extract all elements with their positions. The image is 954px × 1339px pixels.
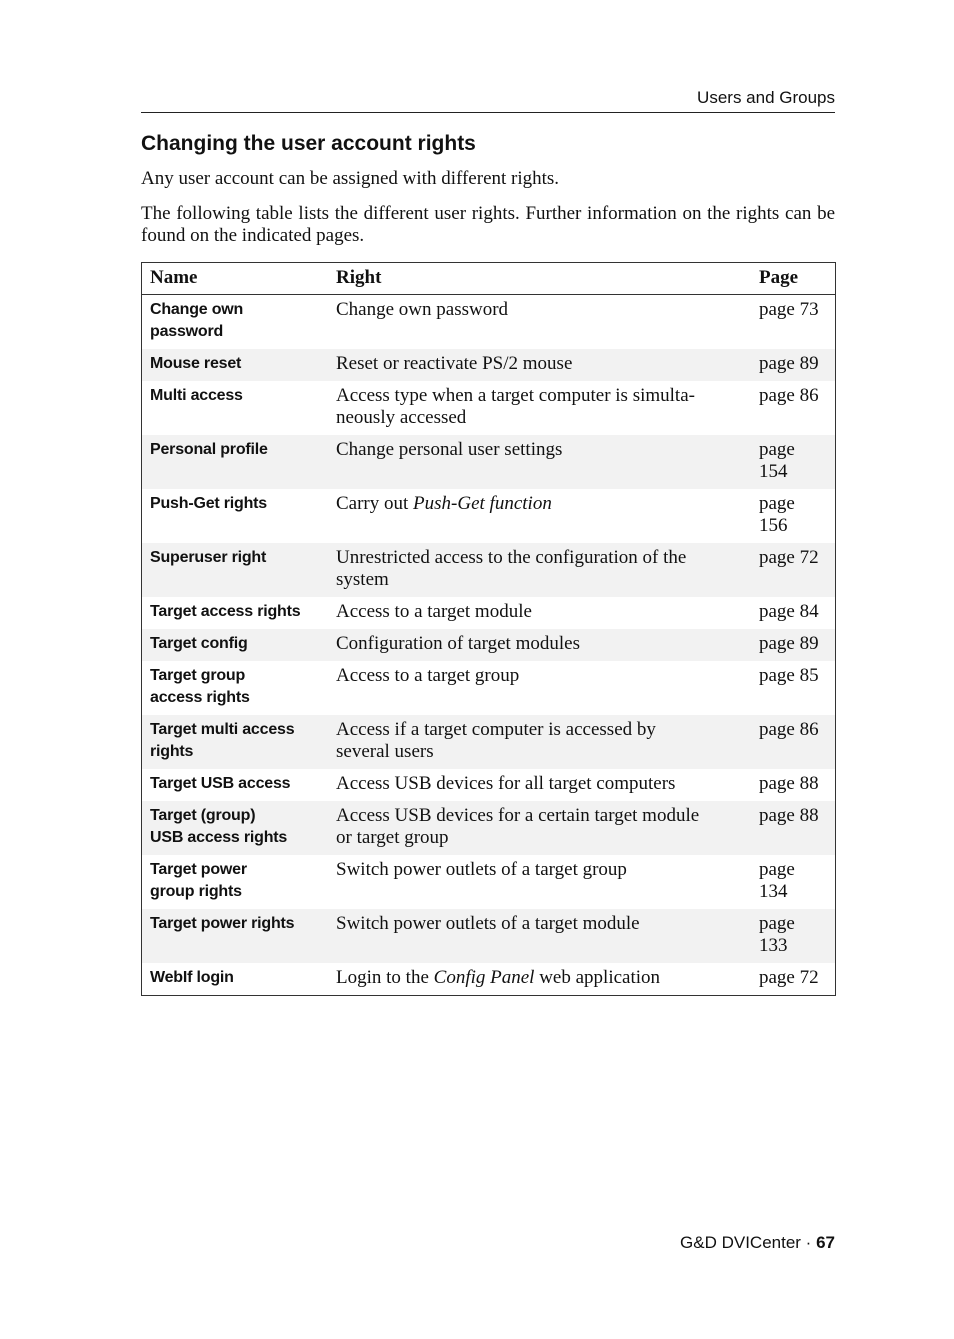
right-description-italic: Push-Get function bbox=[413, 493, 552, 514]
table-row bbox=[142, 295, 836, 350]
right-description-text: or target group bbox=[336, 827, 449, 848]
right-description bbox=[328, 963, 751, 996]
table-header-row bbox=[142, 263, 836, 295]
right-description-text: Configuration of target modules bbox=[336, 633, 580, 654]
right-name bbox=[142, 963, 329, 996]
right-name bbox=[142, 715, 329, 769]
right-name-line: Target multi access bbox=[150, 721, 295, 738]
right-name bbox=[142, 435, 329, 489]
right-name-line: Target power bbox=[150, 861, 247, 878]
table-row bbox=[142, 629, 836, 661]
right-name bbox=[142, 349, 329, 381]
right-name-line: Target (group) bbox=[150, 807, 256, 824]
page-reference: page 156 bbox=[759, 493, 795, 536]
table-row bbox=[142, 597, 836, 629]
page-reference: page 133 bbox=[751, 909, 836, 963]
table-row bbox=[142, 963, 836, 996]
right-name-line: Target access rights bbox=[150, 603, 301, 620]
page-reference: page 73 bbox=[759, 299, 819, 320]
right-description-text: Access type when a target computer is simulta- bbox=[336, 385, 695, 406]
right-description bbox=[328, 543, 751, 597]
page-reference: page 86 bbox=[759, 385, 819, 406]
right-name-line: Multi access bbox=[150, 387, 243, 404]
running-footer bbox=[680, 1232, 835, 1254]
right-name-line: Change own password bbox=[150, 301, 244, 340]
right-name bbox=[142, 855, 329, 909]
right-name-line: Push-Get rights bbox=[150, 495, 268, 512]
right-name-line: Target power rights bbox=[150, 915, 295, 932]
table-row bbox=[142, 349, 836, 381]
table-row bbox=[142, 855, 836, 909]
right-description-text: several users bbox=[336, 741, 434, 762]
right-name-line: Personal profile bbox=[150, 441, 268, 458]
right-description bbox=[328, 661, 751, 715]
page-reference: page 84 bbox=[759, 601, 819, 622]
user-rights-table bbox=[141, 262, 836, 996]
right-description bbox=[328, 597, 751, 629]
footer-page-number: 67 bbox=[816, 1233, 835, 1252]
right-description-text: system bbox=[336, 569, 389, 590]
right-description-text: Switch power outlets of a target group bbox=[336, 859, 627, 880]
table-row bbox=[142, 661, 836, 715]
right-description-text: Access USB devices for all target computers bbox=[336, 773, 676, 794]
right-description bbox=[328, 855, 751, 909]
right-name bbox=[142, 489, 329, 543]
right-description bbox=[328, 435, 751, 489]
right-description bbox=[328, 715, 751, 769]
page-reference: page 85 bbox=[759, 665, 819, 686]
right-name-line: Superuser right bbox=[150, 549, 267, 566]
right-description bbox=[328, 909, 751, 963]
right-name bbox=[142, 909, 329, 963]
table-header bbox=[142, 263, 836, 295]
right-name-line: group rights bbox=[150, 883, 242, 900]
page-reference: page 88 bbox=[759, 773, 819, 794]
table-description-paragraph: The following table lists the different user rights. Further information on the rights can be found on the indicated pages. bbox=[141, 203, 835, 246]
right-name bbox=[142, 295, 329, 350]
column-header-right: Right bbox=[328, 263, 751, 295]
page-reference: page 72 bbox=[751, 543, 836, 597]
right-name-line: USB access rights bbox=[150, 829, 288, 846]
right-description-text: web application bbox=[534, 967, 661, 988]
right-name bbox=[142, 597, 329, 629]
table-row bbox=[142, 715, 836, 769]
right-description bbox=[328, 381, 751, 435]
right-name-line: Target USB access bbox=[150, 775, 291, 792]
right-description-text: neously accessed bbox=[336, 407, 467, 428]
right-description-text: Access to a target module bbox=[336, 601, 532, 622]
column-header-page: Page bbox=[751, 263, 836, 295]
right-description-text: Unrestricted access to the configuration of the bbox=[336, 547, 687, 568]
page-reference: page 88 bbox=[751, 801, 836, 855]
page-reference: page 72 bbox=[759, 967, 819, 988]
intro-paragraph: Any user account can be assigned with different rights. bbox=[141, 168, 560, 189]
running-header: Users and Groups bbox=[141, 87, 835, 113]
right-description-text: Access to a target group bbox=[336, 665, 520, 686]
table-row bbox=[142, 489, 836, 543]
right-description-text: Access USB devices for a certain target module bbox=[336, 805, 700, 826]
right-description-italic: Config Panel bbox=[433, 967, 535, 988]
page-reference: page 134 bbox=[759, 859, 795, 902]
right-name-line: Mouse reset bbox=[150, 355, 242, 372]
right-name-line: Target config bbox=[150, 635, 248, 652]
table-row bbox=[142, 769, 836, 801]
right-name-line: rights bbox=[150, 743, 194, 760]
right-description bbox=[328, 769, 751, 801]
right-description bbox=[328, 489, 751, 543]
right-name bbox=[142, 381, 329, 435]
table-row bbox=[142, 381, 836, 435]
right-description bbox=[328, 295, 751, 350]
right-description-text: Access if a target computer is accessed by bbox=[336, 719, 656, 740]
page-reference: page 89 bbox=[751, 349, 836, 381]
right-name bbox=[142, 543, 329, 597]
table-row bbox=[142, 543, 836, 597]
right-description-text: Carry out bbox=[336, 493, 414, 514]
right-name-line: access rights bbox=[150, 689, 250, 706]
right-name bbox=[142, 661, 329, 715]
footer-product: G&D DVICenter · bbox=[680, 1233, 817, 1252]
right-name-line: Target group bbox=[150, 667, 246, 684]
column-header-name: Name bbox=[142, 263, 329, 295]
right-description-text: Change own password bbox=[336, 299, 509, 320]
right-description-text: Change personal user settings bbox=[336, 439, 563, 460]
right-name-line: WebIf login bbox=[150, 969, 234, 986]
right-description-text: Login to the bbox=[336, 967, 434, 988]
table-row bbox=[142, 435, 836, 489]
right-description-text: Switch power outlets of a target module bbox=[336, 913, 640, 934]
right-description bbox=[328, 349, 751, 381]
right-description bbox=[328, 801, 751, 855]
right-name bbox=[142, 769, 329, 801]
page-reference: page 154 bbox=[751, 435, 836, 489]
right-name bbox=[142, 629, 329, 661]
section-title: Changing the user account rights bbox=[141, 132, 476, 155]
right-description bbox=[328, 629, 751, 661]
page-reference: page 89 bbox=[751, 629, 836, 661]
table-body bbox=[142, 295, 836, 996]
right-name bbox=[142, 801, 329, 855]
page-reference: page 86 bbox=[751, 715, 836, 769]
right-description-text: Reset or reactivate PS/2 mouse bbox=[336, 353, 573, 374]
table-row bbox=[142, 909, 836, 963]
table-row bbox=[142, 801, 836, 855]
